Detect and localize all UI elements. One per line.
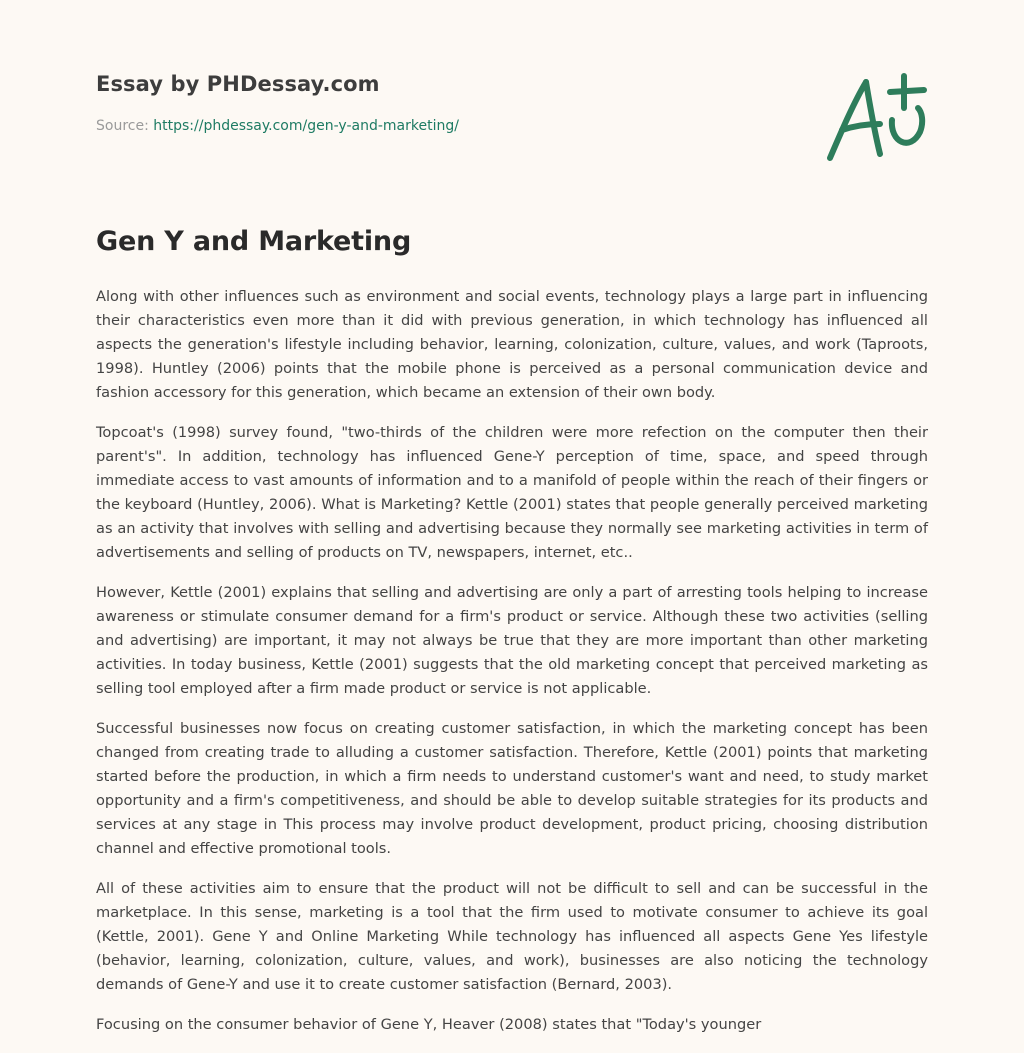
essay-paragraph-4: Successful businesses now focus on creating customer satisfaction, in which the marketing concept has been changed from creating trade to alluding a customer satisfaction. Therefore, Kettle (2001) points that marketing started before the production, in which a firm needs to understand customer's want and need, to study market opportunity and a firm's competitiveness, and should be able to develop suitable strategies for its products and services at any stage in This process may involve product development, product pricing, choosing distribution channel and effective promotional tools. [96,720,928,857]
essay-body [96,226,928,1053]
source-label: Source: [96,118,149,134]
essay-paragraph-2: Topcoat's (1998) survey found, "two-thirds of the children were more refection on the computer then their parent's". In addition, technology has influenced Gene-Y perception of time, space, and speed through immediate access to vast amounts of information and to a manifold of people within the reach of their fingers or the keyboard (Huntley, 2006). What is Marketing? Kettle (2001) states that people generally perceived marketing as an activity that involves with selling and advertising because they normally see marketing activities in term of advertisements and selling of products on TV, newspapers, internet, etc.. [96,424,928,561]
source-line [96,118,736,134]
essay-paragraph-1: Along with other influences such as environment and social events, technology plays a large part in influencing their characteristics even more than it did with previous generation, in which technology has influenced all aspects the generation's lifestyle including behavior, learning, colonization, culture, values, and work (Taproots, 1998). Huntley (2006) points that the mobile phone is perceived as a personal communication device and fashion accessory for this generation, which became an extension of their own body. [96,288,928,401]
site-title: Essay by PHDessay.com [96,72,380,96]
a-plus-logo-icon [820,68,930,164]
essay-paragraph-3: However, Kettle (2001) explains that selling and advertising are only a part of arresting tools helping to increase awareness or stimulate consumer demand for a firm's product or service. Although these two activities (selling and advertising) are important, it may not always be true that they are more important than other marketing activities. In today business, Kettle (2001) suggests that the old marketing concept that perceived marketing as selling tool employed after a firm made product or service is not applicable. [96,584,928,697]
essay-paragraph-5: All of these activities aim to ensure that the product will not be difficult to sell and can be successful in the marketplace. In this sense, marketing is a tool that the firm used to motivate consumer to achieve its goal (Kettle, 2001). Gene Y and Online Marketing While technology has influenced all aspects Gene Yes lifestyle (behavior, learning, colonization, culture, values, and work), businesses are also noticing the technology demands of Gene-Y and use it to create customer satisfaction (Bernard, 2003). [96,880,928,993]
essay-paragraph-6: Focusing on the consumer behavior of Gene Y, Heaver (2008) states that "Today's younger [96,1016,762,1033]
essay-title: Gen Y and Marketing [96,226,412,257]
source-link[interactable]: https://phdessay.com/gen-y-and-marketing/ [153,118,459,134]
essay-header [96,72,736,134]
